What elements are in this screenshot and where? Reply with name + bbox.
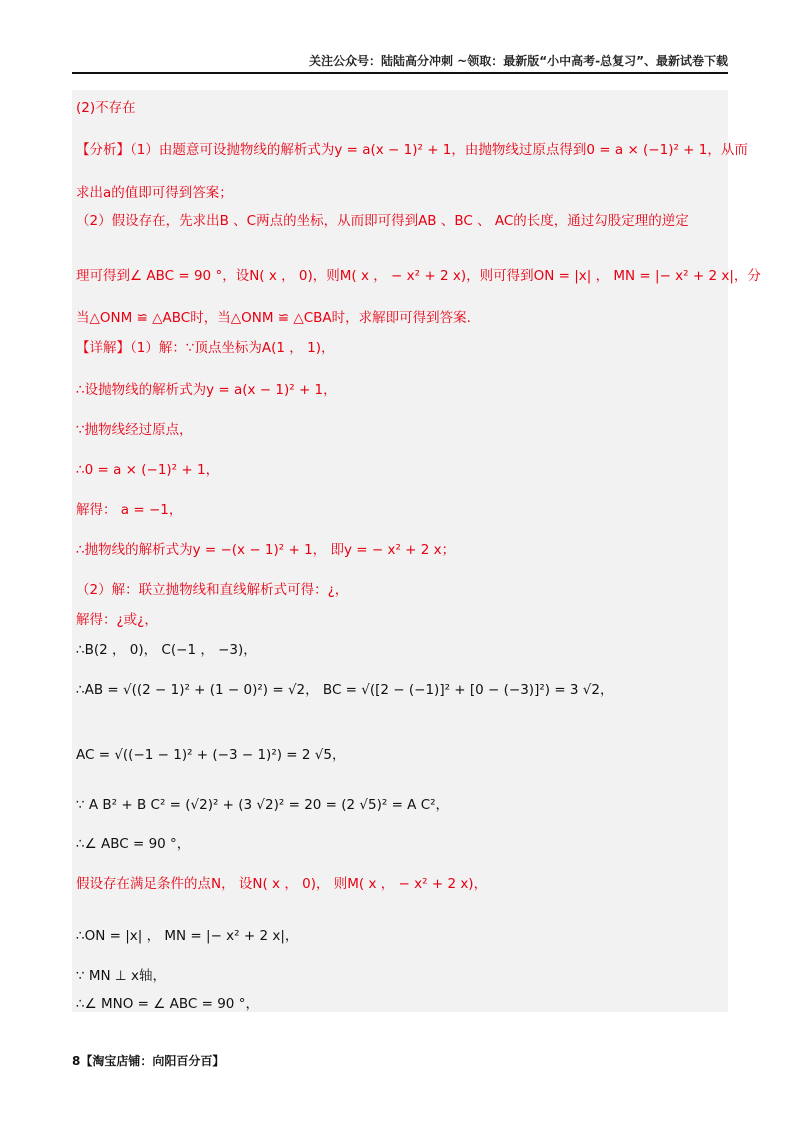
header-text: 关注公众号：陆陆高分冲刺 ~领取：最新版“小中高考-总复习”、最新试卷下载	[309, 54, 728, 68]
footer-text: 8【淘宝店铺：向阳百分百】	[72, 1054, 225, 1068]
analysis-line: 求出a的值即可得到答案；	[76, 185, 233, 201]
detail-line: 【详解】（1）解：∵顶点坐标为A(1 ， 1)，	[76, 340, 335, 356]
analysis-line: 当△ONM ≌ △ABC时，当△ONM ≌ △CBA时，求解即可得到答案.	[76, 310, 471, 326]
detail-line: 假设存在满足条件的点N， 设N( x ， 0)， 则M( x ， − x² + 2 x)，	[76, 876, 488, 892]
detail-line: ∴B(2 ， 0)， C(−1 ， −3)，	[76, 642, 257, 658]
analysis-line: 【分析】（1）由题意可设抛物线的解析式为y = a(x − 1)² + 1，由抛物线过原点得到0 = a × (−1)² + 1，从而	[76, 142, 748, 158]
header-divider	[72, 72, 728, 74]
solution-content	[72, 90, 761, 1012]
detail-line: ∴AB = √((2 − 1)² + (1 − 0)²) = √2， BC = √([2 − (−1)]² + [0 − (−3)]²) = 3 √2，	[76, 682, 614, 698]
page-footer	[72, 1052, 224, 1069]
detail-line: ∴∠ MNO = ∠ ABC = 90 °，	[76, 996, 259, 1012]
analysis-line: 理可得到∠ ABC = 90 °，设N( x ， 0)，则M( x ， − x² + 2 x)，则可得到ON = |x| ， MN = |− x² + 2 x|，分	[76, 268, 761, 284]
detail-line: ∴0 = a × (−1)² + 1，	[76, 462, 220, 478]
detail-line: ∵抛物线经过原点，	[76, 422, 193, 438]
page-header	[72, 52, 728, 72]
detail-line: AC = √((−1 − 1)² + (−3 − 1)²) = 2 √5，	[76, 747, 346, 763]
detail-line: ∵ A B² + B C² = (√2)² + (3 √2)² = 20 = (2 √5)² = A C²，	[76, 797, 450, 813]
detail-line: ∵ MN ⊥ x轴，	[76, 968, 166, 984]
detail-line: （2）解：联立抛物线和直线解析式可得：¿，	[76, 582, 349, 598]
answer-line: (2)不存在	[76, 100, 136, 116]
detail-line: 解得： a = −1，	[76, 502, 183, 518]
analysis-line: （2）假设存在，先求出B 、C两点的坐标，从而即可得到AB 、BC 、 AC的长度，通过勾股定理的逆定	[76, 213, 689, 229]
detail-line: ∴∠ ABC = 90 °，	[76, 836, 191, 852]
detail-line: ∴设抛物线的解析式为y = a(x − 1)² + 1，	[76, 382, 337, 398]
detail-line: 解得：¿或¿，	[76, 612, 158, 628]
detail-line: ∴ON = |x| ， MN = |− x² + 2 x|，	[76, 928, 299, 944]
detail-line: ∴抛物线的解析式为y = −(x − 1)² + 1， 即y = − x² + 2 x；	[76, 542, 456, 558]
